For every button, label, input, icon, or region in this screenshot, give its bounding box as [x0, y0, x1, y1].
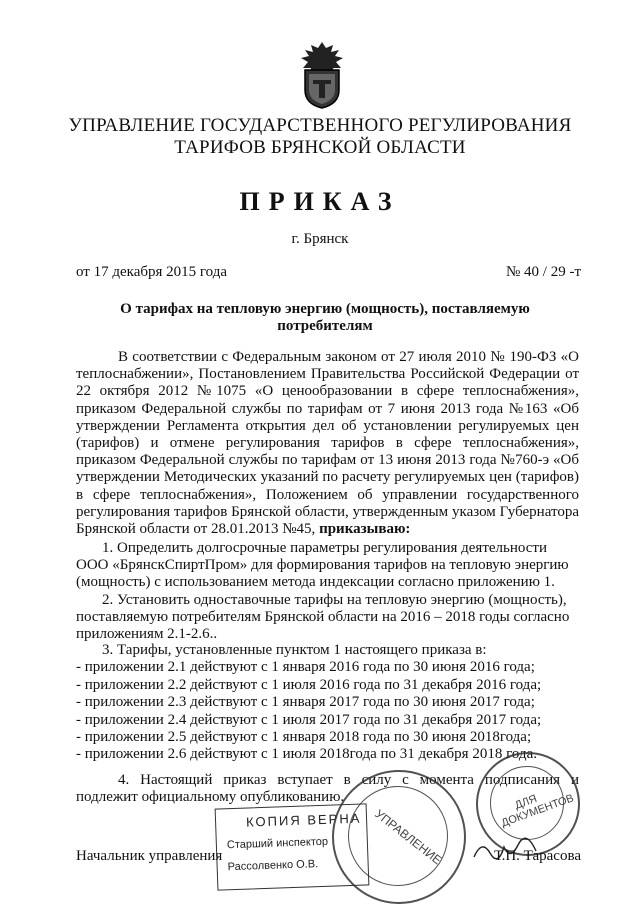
sub-item-2-3: - приложении 2.3 действуют с 1 января 2017 года по 30 июня 2017 года;	[76, 694, 535, 710]
stamp-line2: Старший инспектор	[226, 835, 329, 852]
organization-name-line2: ТАРИФОВ БРЯНСКОЙ ОБЛАСТИ	[174, 137, 466, 158]
seal-large-text: УПРАВЛЕНИЕ	[372, 806, 445, 868]
document-date: от 17 декабря 2015 года	[76, 264, 228, 280]
document-number: № 40 / 29 -т	[505, 264, 581, 280]
document-subject: О тарифах на тепловую энергию (мощность), поставляемую потребителям	[120, 301, 530, 334]
stamp-line3: Рассолвенко О.В.	[227, 858, 319, 874]
sub-item-2-2: - приложении 2.2 действуют с 1 июля 2016 года по 31 декабря 2016 года;	[76, 677, 542, 693]
seal-small-text: ДЛЯ ДОКУМЕНТОВ	[499, 792, 576, 830]
coat-of-arms-icon	[291, 40, 353, 110]
preamble-paragraph	[76, 349, 579, 538]
order-item-2: 2. Установить одноставочные тарифы на тепловую энергию (мощность), поставляемую потребителям Брянской области на 2016 – 2018 годы согласно приложениям 2.1-2.6..	[76, 592, 570, 643]
sub-item-2-4: - приложении 2.4 действуют с 1 июля 2017 года по 31 декабря 2017 года;	[76, 712, 542, 728]
order-item-3: 3. Тарифы, установленные пунктом 1 настоящего приказа в:	[102, 642, 487, 658]
official-seal-large	[332, 770, 466, 904]
stamp-line1: КОПИЯ ВЕРНА	[245, 810, 362, 830]
order-item-1: 1. Определить долгосрочные параметры регулирования деятельности ООО «БрянскСпиртПром» для формирования тарифов на тепловую энергию (мощность) с использованием метода индексации согласно приложению 1.	[76, 540, 569, 591]
order-item-4: 4. Настоящий приказ вступает в силу с момента подписания и подлежит официальному опубликованию.	[76, 772, 579, 806]
sub-item-2-1: - приложении 2.1 действуют с 1 января 2016 года по 30 июня 2016 года;	[76, 659, 535, 675]
sub-item-2-6: - приложении 2.6 действуют с 1 июля 2018года по 31 декабря 2018 года.	[76, 746, 537, 762]
signatory-title: Начальник управления	[76, 848, 223, 864]
organization-name-line1: УПРАВЛЕНИЕ ГОСУДАРСТВЕННОГО РЕГУЛИРОВАНИЯ	[68, 115, 572, 136]
signatory-name: Т.П. Тарасова	[493, 848, 581, 864]
preamble-order-word: приказываю:	[319, 521, 411, 538]
sub-item-2-5: - приложении 2.5 действуют с 1 января 2018 года по 30 июня 2018года;	[76, 729, 532, 745]
document-city: г. Брянск	[291, 231, 349, 247]
preamble-text: В соответствии с Федеральным законом от 27 июля 2010 № 190-ФЗ «О теплоснабжении», Постановлением Правительства Российской Федерации от 22 октября 2012 №1075 «О ценообразовании в сфере теплоснабжения», приказом Федеральной службы по тарифам от 7 июня 2013 года №163 «Об утверждении Регламента открытия дел об установлении регулируемых цен (тарифов) и отмене регулирования тарифов в сфере теплоснабжения», приказом Федеральной службы по тарифам от 13 июня 2013 года №760-э «Об утверждении Методических указаний по расчету регулируемых цен (тарифов) в сфере теплоснабжения», Положением об управлении государственного регулирования тарифов Брянской области, утвержденным указом Губернатора Брянской области от 28.01.2013 №45,	[76, 349, 579, 538]
document-title: ПРИКАЗ	[239, 187, 401, 216]
